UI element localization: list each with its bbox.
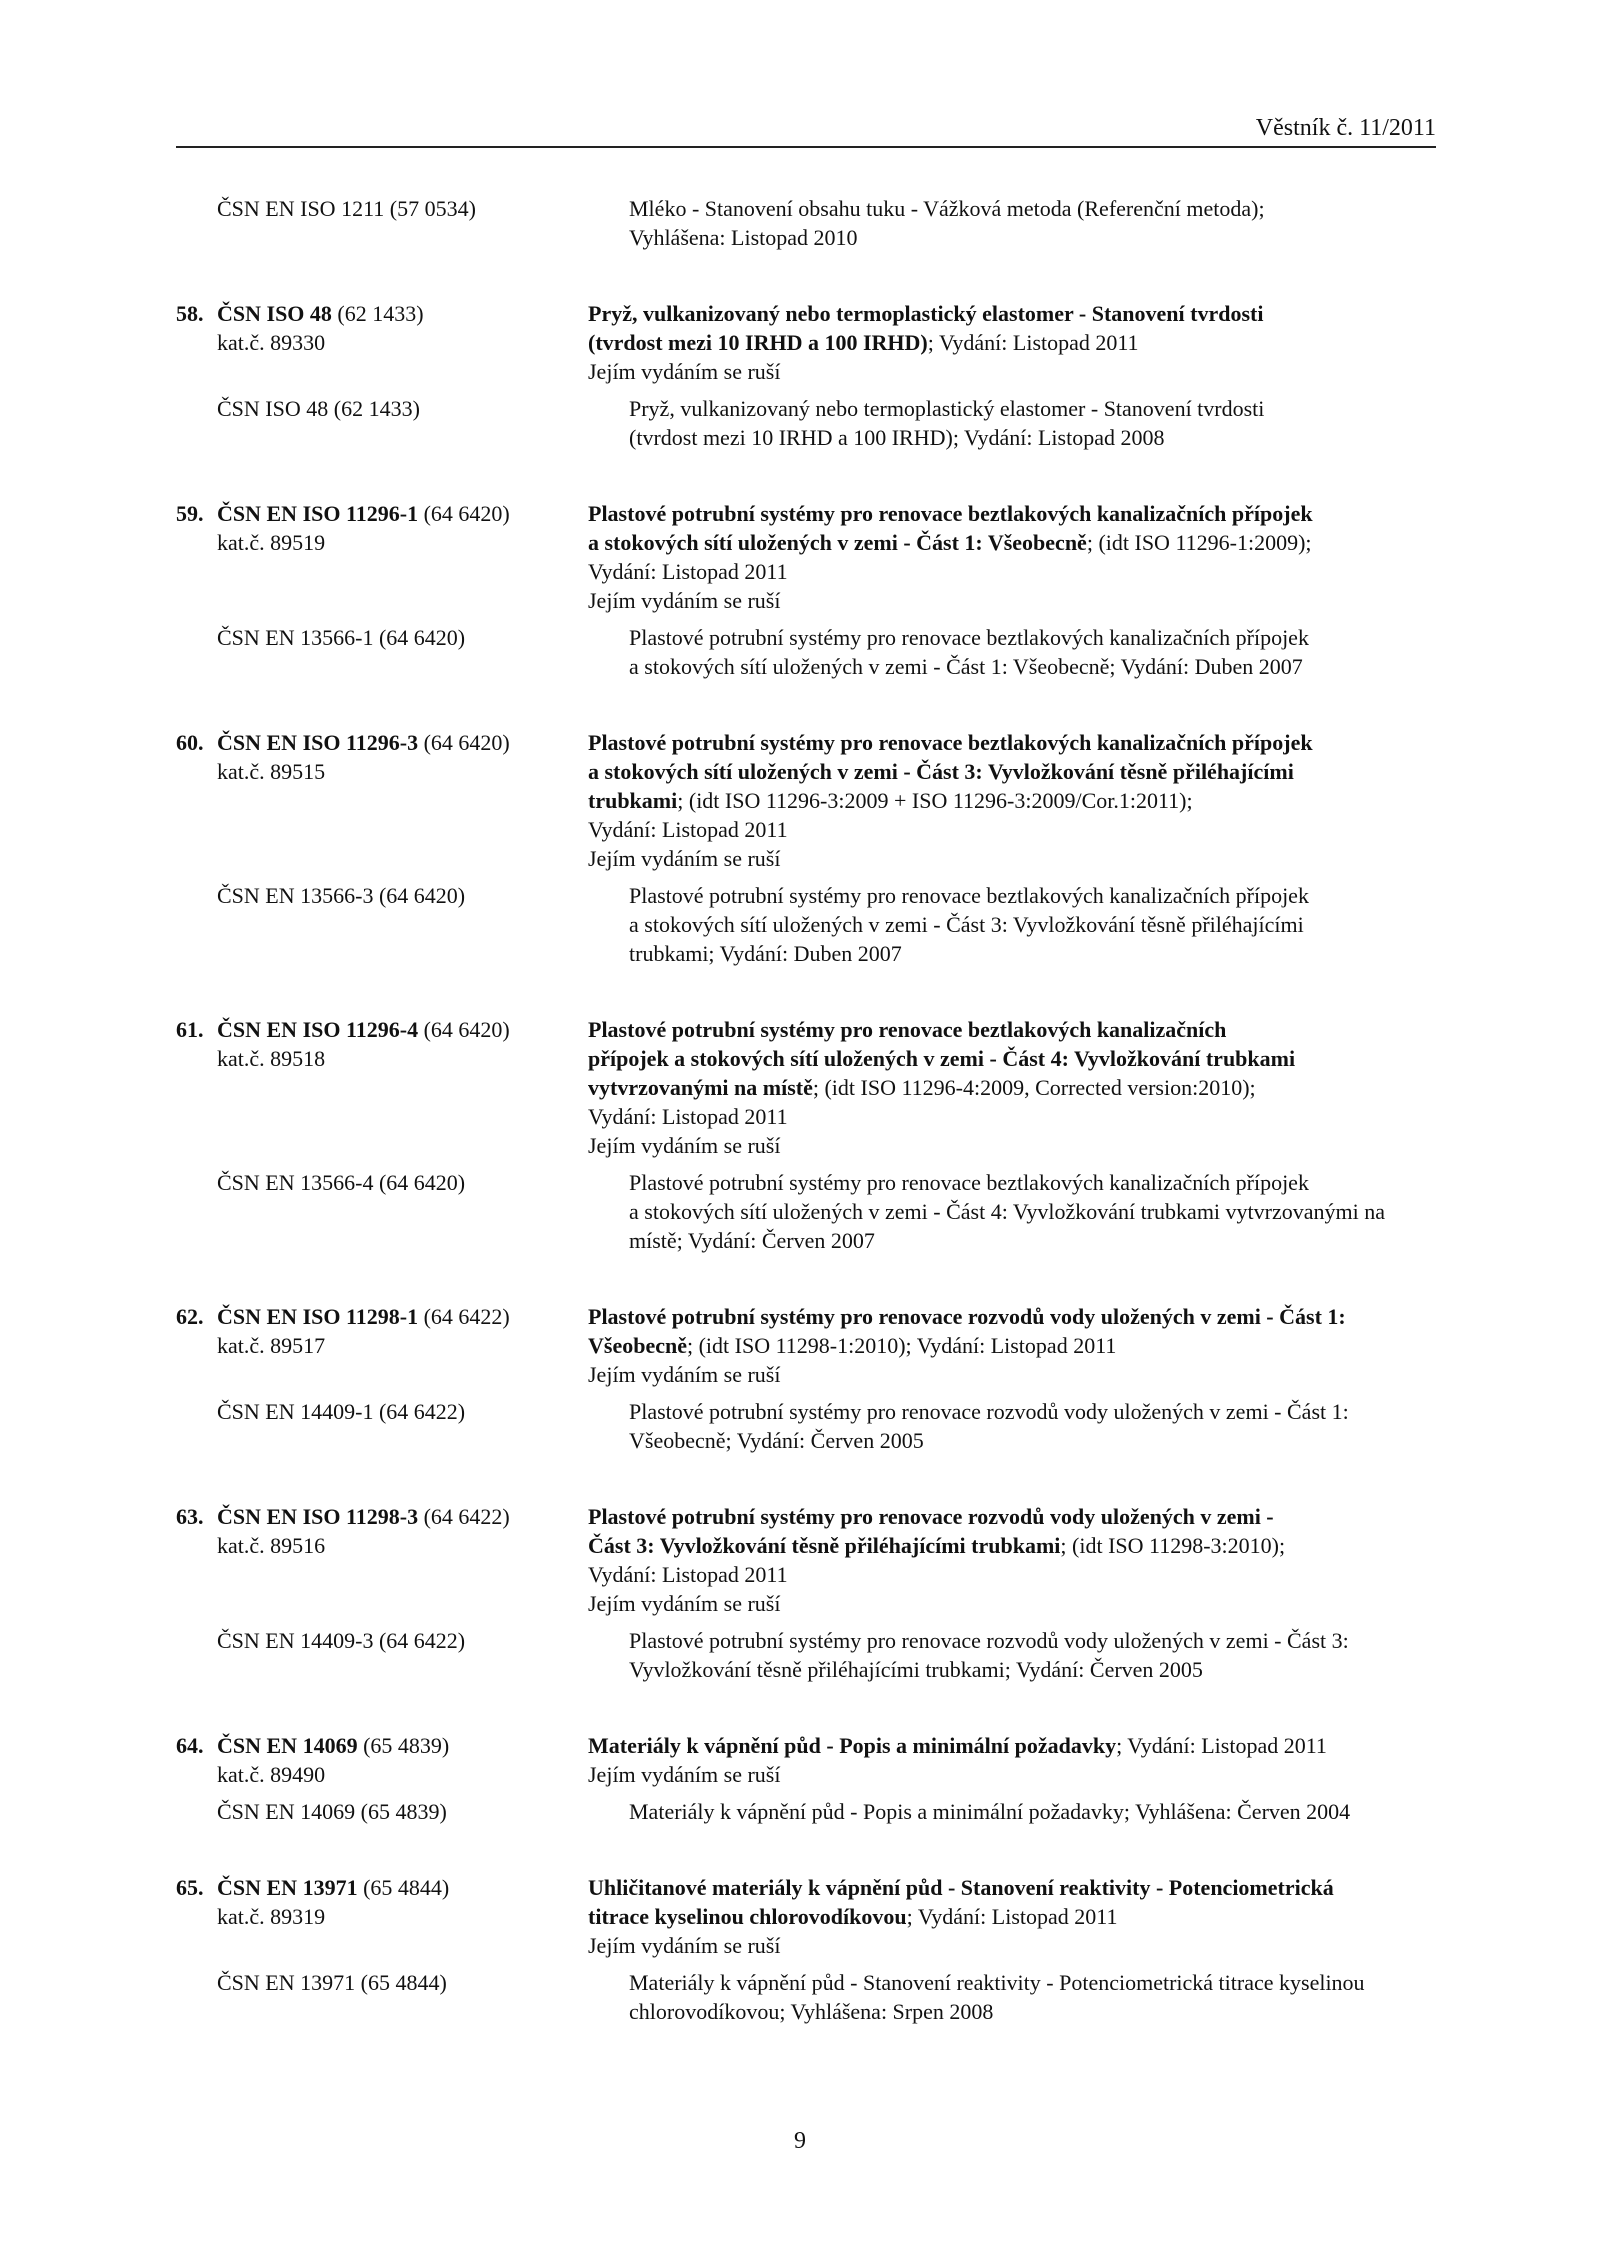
- new-standard-row: [176, 1873, 1436, 1960]
- replaced-standard-row: [176, 1968, 1436, 2026]
- replaced-standard-title: [629, 1626, 1436, 1684]
- standard-class-code: (65 4844): [357, 1875, 450, 1900]
- standard-title: [588, 1015, 1436, 1160]
- title-text: Vydání: Listopad 2011: [588, 559, 788, 584]
- replaced-standard-row: [176, 623, 1436, 681]
- title-bold-text: vytvrzovanými na místě: [588, 1075, 813, 1100]
- title-bold-text: Část 3: Vyvložkování těsně přiléhajícími trubkami: [588, 1533, 1061, 1558]
- document-body: [176, 194, 1436, 2073]
- standard-entry: [176, 1015, 1436, 1255]
- standard-code: ČSN EN 14069: [217, 1733, 358, 1758]
- standard-identifier: [176, 1873, 588, 1960]
- title-bold-text: trubkami: [588, 788, 678, 813]
- standard-code: ČSN ISO 48: [217, 301, 332, 326]
- catalog-number: kat.č. 89319: [217, 1904, 326, 1929]
- entry-number: 63.: [176, 1504, 204, 1529]
- standard-class-code: (62 1433): [331, 301, 424, 326]
- title-line: [588, 1360, 1436, 1389]
- standard-code-line: [176, 1502, 588, 1531]
- entry-number: 59.: [176, 501, 204, 526]
- standard-code-line: [176, 1015, 588, 1044]
- standard-code-line: [176, 1873, 588, 1902]
- replaced-standard-title: [629, 394, 1436, 452]
- standard-code-line: [176, 499, 588, 528]
- title-line: [588, 1731, 1436, 1760]
- standard-code: ČSN EN ISO 11296-4: [217, 1017, 419, 1042]
- entry-number: 61.: [176, 1017, 204, 1042]
- standard-code-line: [176, 1731, 588, 1760]
- title-line: [588, 328, 1436, 357]
- standard-class-code: (64 6422): [418, 1504, 510, 1529]
- title-line: [588, 299, 1436, 328]
- standard-class-code: (64 6420): [418, 501, 510, 526]
- catalog-number: kat.č. 89330: [217, 330, 326, 355]
- standard-code: ČSN EN ISO 11296-1: [217, 501, 419, 526]
- replaced-title-line: Plastové potrubní systémy pro renovace rozvodů vody uložených v zemi - Část 1:: [629, 1399, 1349, 1424]
- replaced-standard-row: [176, 881, 1436, 968]
- replaced-title-line: a stokových sítí uložených v zemi - Část 4: Vyvložkování trubkami vytvrzovanými na: [629, 1199, 1386, 1224]
- replaced-title-line: Plastové potrubní systémy pro renovace beztlakových kanalizačních přípojek: [629, 883, 1309, 908]
- title-line: [588, 557, 1436, 586]
- catalog-number: kat.č. 89515: [217, 759, 326, 784]
- title-line: [588, 1902, 1436, 1931]
- replaced-standard-code: ČSN EN 14069 (65 4839): [217, 1799, 447, 1824]
- title-line: [588, 728, 1436, 757]
- title-line: [588, 786, 1436, 815]
- title-text: ; (idt ISO 11296-3:2009 + ISO 11296-3:2009/Cor.1:2011);: [677, 788, 1193, 813]
- replaced-title-line: Plastové potrubní systémy pro renovace beztlakových kanalizačních přípojek: [629, 1170, 1309, 1195]
- title-line: [588, 1131, 1436, 1160]
- replaced-standard-code: ČSN EN 13566-1 (64 6420): [217, 625, 466, 650]
- standard-code-line: [176, 1302, 588, 1331]
- title-text: ; Vydání: Listopad 2011: [906, 1904, 1118, 1929]
- title-line: [588, 1760, 1436, 1789]
- title-text: Jejím vydáním se ruší: [588, 846, 781, 871]
- replaced-standard-row: [176, 1626, 1436, 1684]
- title-text: Jejím vydáním se ruší: [588, 1933, 781, 1958]
- catalog-number: kat.č. 89490: [217, 1762, 326, 1787]
- standard-entry: [176, 1731, 1436, 1826]
- title-line: [588, 1589, 1436, 1618]
- replaced-standard-code: ČSN EN 14409-1 (64 6422): [217, 1399, 466, 1424]
- title-text: ; Vydání: Listopad 2011: [1116, 1733, 1327, 1758]
- title-bold-text: Plastové potrubní systémy pro renovace rozvodů vody uložených v zemi - Část 1:: [588, 1304, 1346, 1329]
- replaced-standard-code: ČSN EN 13566-4 (64 6420): [217, 1170, 466, 1195]
- title-line: [588, 357, 1436, 386]
- standard-identifier: [176, 499, 588, 615]
- standard-title: [588, 499, 1436, 615]
- title-line: [588, 1931, 1436, 1960]
- standard-title: [588, 1731, 1436, 1789]
- replaced-standard-row: [176, 394, 1436, 452]
- entry-number: 62.: [176, 1304, 204, 1329]
- replaced-title-line: Plastové potrubní systémy pro renovace beztlakových kanalizačních přípojek: [629, 625, 1309, 650]
- standard-title: [588, 1302, 1436, 1389]
- title-line: [588, 1560, 1436, 1589]
- standard-code-line: [176, 728, 588, 757]
- title-line: [588, 528, 1436, 557]
- title-text: ; (idt ISO 11296-4:2009, Corrected version:2010);: [812, 1075, 1256, 1100]
- standard-class-code: (64 6422): [418, 1304, 510, 1329]
- standard-entry: [176, 1873, 1436, 2026]
- title-line: [588, 757, 1436, 786]
- replaced-title-line: (tvrdost mezi 10 IRHD a 100 IRHD); Vydání: Listopad 2008: [629, 425, 1165, 450]
- title-text: Jejím vydáním se ruší: [588, 1762, 781, 1787]
- standard-entry: [176, 728, 1436, 968]
- old-standard-code: ČSN EN ISO 1211 (57 0534): [217, 196, 476, 221]
- title-line: [588, 1073, 1436, 1102]
- title-text: ; (idt ISO 11298-1:2010); Vydání: Listopad 2011: [686, 1333, 1117, 1358]
- replaced-standard-code: ČSN EN 14409-3 (64 6422): [217, 1628, 466, 1653]
- standard-class-code: (64 6420): [418, 730, 510, 755]
- title-text: ; (idt ISO 11298-3:2010);: [1060, 1533, 1286, 1558]
- replaced-standard-code: ČSN EN 13971 (65 4844): [217, 1970, 447, 1995]
- title-text: Vydání: Listopad 2011: [588, 1562, 788, 1587]
- title-line: [588, 499, 1436, 528]
- title-bold-text: přípojek a stokových sítí uložených v zemi - Část 4: Vyvložkování trubkami: [588, 1046, 1296, 1071]
- entry-number: 65.: [176, 1875, 204, 1900]
- standard-code: ČSN EN ISO 11298-1: [217, 1304, 419, 1329]
- title-text: ; (idt ISO 11296-1:2009);: [1086, 530, 1312, 555]
- replaced-title-line: a stokových sítí uložených v zemi - Část 3: Vyvložkování těsně přiléhajícími: [629, 912, 1304, 937]
- title-bold-text: Plastové potrubní systémy pro renovace beztlakových kanalizačních přípojek: [588, 730, 1313, 755]
- catalog-number: kat.č. 89517: [217, 1333, 326, 1358]
- description-line: Mléko - Stanovení obsahu tuku - Vážková metoda (Referenční metoda);: [629, 196, 1265, 221]
- standard-code-line: [176, 299, 588, 328]
- journal-title: Věstník č. 11/2011: [1255, 115, 1436, 141]
- new-standard-row: [176, 728, 1436, 873]
- title-text: Jejím vydáním se ruší: [588, 1591, 781, 1616]
- replaced-standard-title: [629, 623, 1436, 681]
- standard-entries-list: [176, 299, 1436, 2026]
- replaced-standard-row: [176, 1397, 1436, 1455]
- title-line: [588, 1015, 1436, 1044]
- replaced-title-line: Pryž, vulkanizovaný nebo termoplastický elastomer - Stanovení tvrdosti: [629, 396, 1265, 421]
- standard-description: [629, 194, 1436, 252]
- standard-code: ČSN EN 13971: [217, 1875, 358, 1900]
- title-text: Vydání: Listopad 2011: [588, 817, 788, 842]
- new-standard-row: [176, 499, 1436, 615]
- standard-title: [588, 1502, 1436, 1618]
- replaced-standard-title: [629, 1168, 1436, 1255]
- standard-title: [588, 728, 1436, 873]
- standard-entry: [176, 499, 1436, 681]
- title-line: [588, 815, 1436, 844]
- catalog-number: kat.č. 89518: [217, 1046, 326, 1071]
- title-text: ; Vydání: Listopad 2011: [927, 330, 1139, 355]
- new-standard-row: [176, 1502, 1436, 1618]
- title-line: [588, 586, 1436, 615]
- title-line: [588, 1531, 1436, 1560]
- title-text: Jejím vydáním se ruší: [588, 1133, 781, 1158]
- replaced-title-line: a stokových sítí uložených v zemi - Část 1: Všeobecně; Vydání: Duben 2007: [629, 654, 1303, 679]
- standard-entry: [176, 1502, 1436, 1684]
- catalog-number: kat.č. 89516: [217, 1533, 326, 1558]
- standard-entry-first: [176, 194, 1436, 252]
- title-text: Vydání: Listopad 2011: [588, 1104, 788, 1129]
- page-number: 9: [794, 2128, 806, 2154]
- title-bold-text: Materiály k vápnění půd - Popis a minimální požadavky: [588, 1733, 1117, 1758]
- catalog-number: kat.č. 89519: [217, 530, 326, 555]
- entry-number: 64.: [176, 1733, 204, 1758]
- title-bold-text: Uhličitanové materiály k vápnění půd - Stanovení reaktivity - Potenciometrická: [588, 1875, 1334, 1900]
- title-bold-text: Všeobecně: [588, 1333, 687, 1358]
- standard-entry: [176, 1302, 1436, 1455]
- replaced-title-line: trubkami; Vydání: Duben 2007: [629, 941, 902, 966]
- new-standard-row: [176, 299, 1436, 386]
- entry-number: 60.: [176, 730, 204, 755]
- replaced-title-line: Plastové potrubní systémy pro renovace rozvodů vody uložených v zemi - Část 3:: [629, 1628, 1349, 1653]
- standard-code: ČSN EN ISO 11296-3: [217, 730, 419, 755]
- standard-identifier: [176, 1731, 588, 1789]
- title-line: [588, 844, 1436, 873]
- title-bold-text: Plastové potrubní systémy pro renovace beztlakových kanalizačních přípojek: [588, 501, 1313, 526]
- standard-identifier: [176, 728, 588, 873]
- title-text: Jejím vydáním se ruší: [588, 588, 781, 613]
- new-standard-row: [176, 1015, 1436, 1160]
- standard-identifier: [176, 299, 588, 386]
- title-line: [588, 1331, 1436, 1360]
- entry-number: 58.: [176, 301, 204, 326]
- standard-title: [588, 299, 1436, 386]
- title-bold-text: a stokových sítí uložených v zemi - Část 3: Vyvložkování těsně přiléhajícími: [588, 759, 1294, 784]
- new-standard-row: [176, 1731, 1436, 1789]
- title-bold-text: Plastové potrubní systémy pro renovace rozvodů vody uložených v zemi -: [588, 1504, 1274, 1529]
- replaced-title-line: Vyvložkování těsně přiléhajícími trubkami; Vydání: Červen 2005: [629, 1657, 1203, 1682]
- title-text: Jejím vydáním se ruší: [588, 1362, 781, 1387]
- replaced-standard-code: ČSN EN 13566-3 (64 6420): [217, 883, 466, 908]
- title-line: [588, 1302, 1436, 1331]
- replaced-title-line: Materiály k vápnění půd - Stanovení reaktivity - Potenciometrická titrace kyselinou: [629, 1970, 1365, 1995]
- title-bold-text: titrace kyselinou chlorovodíkovou: [588, 1904, 907, 1929]
- replaced-title-line: Všeobecně; Vydání: Červen 2005: [629, 1428, 924, 1453]
- replaced-standard-row: [176, 1797, 1436, 1826]
- title-bold-text: (tvrdost mezi 10 IRHD a 100 IRHD): [588, 330, 928, 355]
- replaced-standard-title: [629, 1797, 1436, 1826]
- replaced-title-line: chlorovodíkovou; Vyhlášena: Srpen 2008: [629, 1999, 994, 2024]
- title-line: [588, 1102, 1436, 1131]
- standard-identifier: [176, 1302, 588, 1389]
- replaced-standard-title: [629, 1968, 1436, 2026]
- standard-class-code: (64 6420): [418, 1017, 510, 1042]
- standard-entry: [176, 299, 1436, 452]
- standard-class-code: (65 4839): [357, 1733, 450, 1758]
- title-bold-text: a stokových sítí uložených v zemi - Část 1: Všeobecně: [588, 530, 1087, 555]
- title-line: [588, 1044, 1436, 1073]
- page-header: [176, 110, 1436, 148]
- standard-title: [588, 1873, 1436, 1960]
- replaced-title-line: místě; Vydání: Červen 2007: [629, 1228, 875, 1253]
- new-standard-row: [176, 1302, 1436, 1389]
- standard-identifier: [176, 1015, 588, 1160]
- title-bold-text: Plastové potrubní systémy pro renovace beztlakových kanalizačních: [588, 1017, 1227, 1042]
- title-text: Jejím vydáním se ruší: [588, 359, 781, 384]
- replaced-standard-row: [176, 1168, 1436, 1255]
- title-line: [588, 1502, 1436, 1531]
- standard-identifier: [176, 1502, 588, 1618]
- description-line: Vyhlášena: Listopad 2010: [629, 225, 858, 250]
- replaced-title-line: Materiály k vápnění půd - Popis a minimální požadavky; Vyhlášena: Červen 2004: [629, 1799, 1351, 1824]
- replaced-standard-title: [629, 881, 1436, 968]
- title-line: [588, 1873, 1436, 1902]
- standard-code: ČSN EN ISO 11298-3: [217, 1504, 419, 1529]
- replaced-standard-title: [629, 1397, 1436, 1455]
- replaced-standard-code: ČSN ISO 48 (62 1433): [217, 396, 420, 421]
- title-bold-text: Pryž, vulkanizovaný nebo termoplastický elastomer - Stanovení tvrdosti: [588, 301, 1264, 326]
